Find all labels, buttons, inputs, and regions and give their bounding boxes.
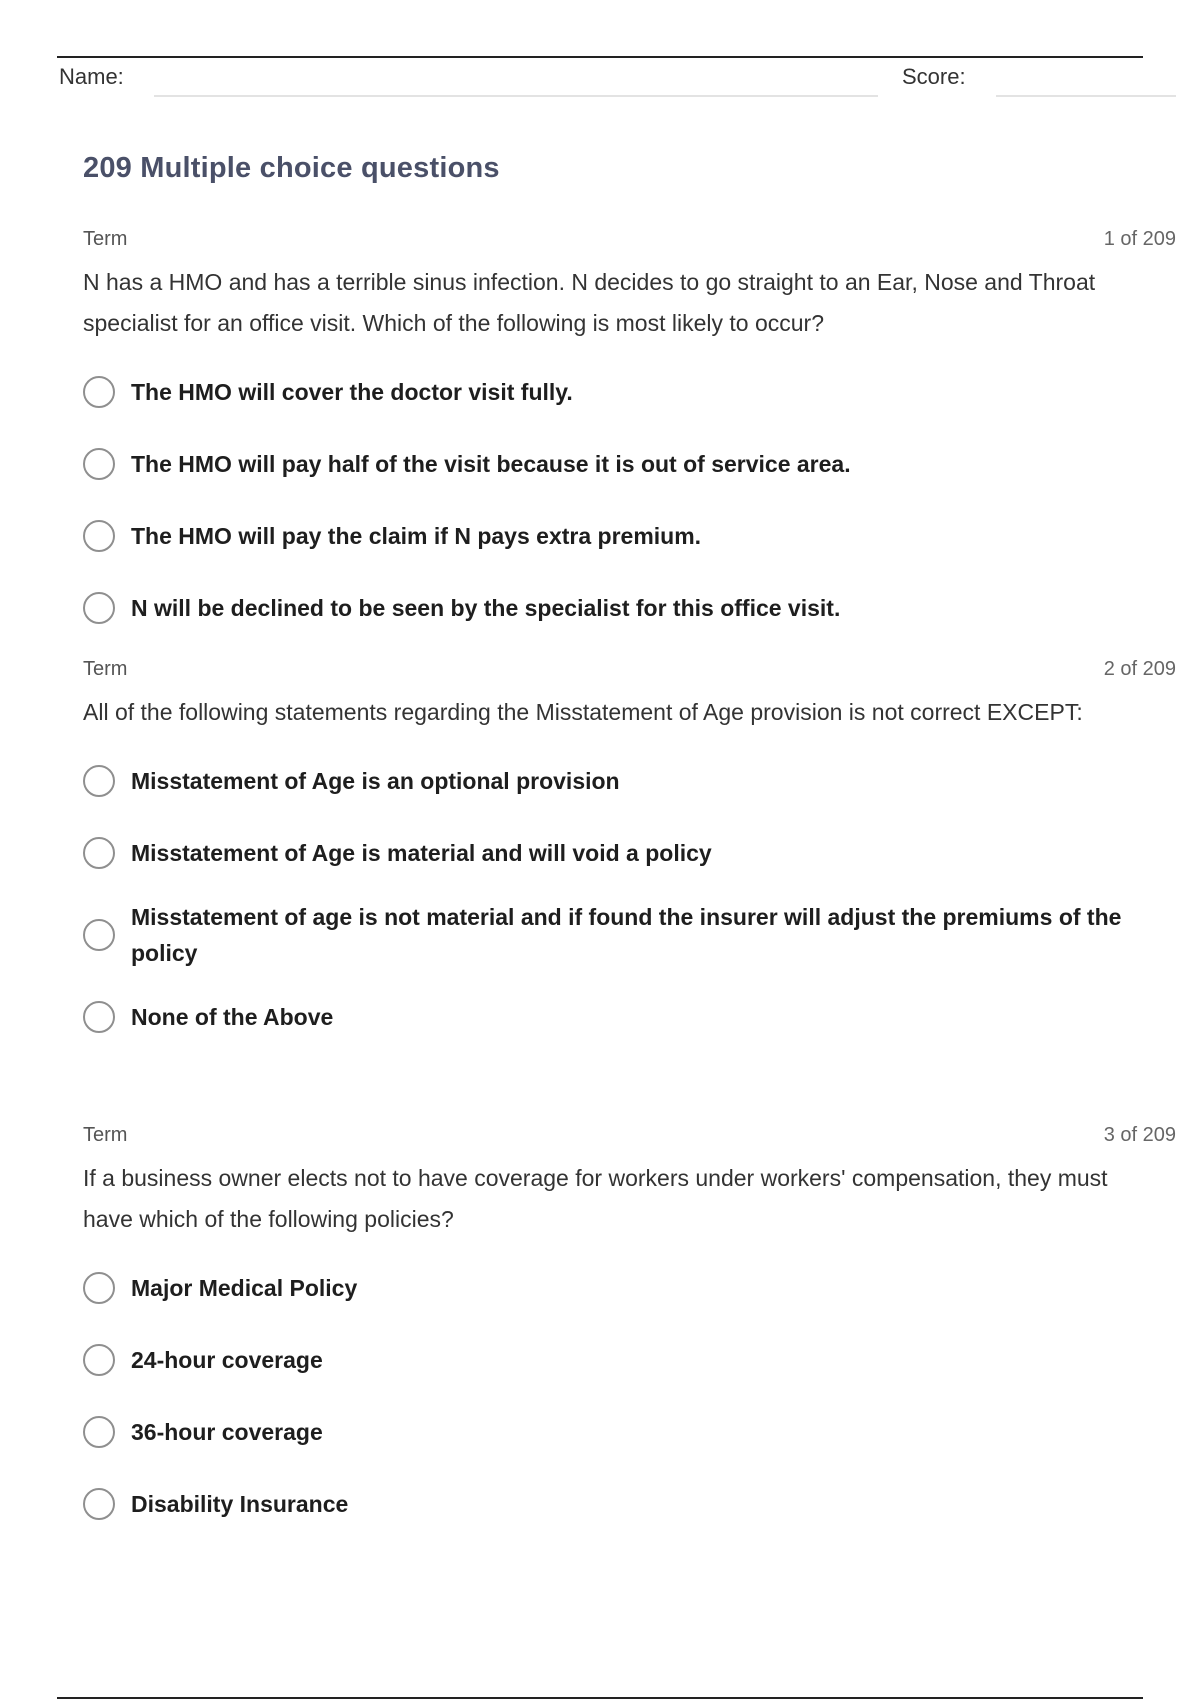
radio-button[interactable] xyxy=(83,448,115,480)
answer-label: 24-hour coverage xyxy=(131,1347,323,1373)
name-field[interactable] xyxy=(154,95,878,97)
question-counter: 1 of 209 xyxy=(1103,228,1176,250)
name-label: Name: xyxy=(59,64,124,89)
radio-button[interactable] xyxy=(83,765,115,797)
term-label: Term xyxy=(83,658,128,680)
top-rule xyxy=(57,56,1143,58)
page-title: 209 Multiple choice questions xyxy=(83,152,500,184)
score-label: Score: xyxy=(902,64,966,89)
answer-label: The HMO will cover the doctor visit fully. xyxy=(131,379,573,405)
bottom-rule xyxy=(57,1697,1143,1699)
radio-button[interactable] xyxy=(83,919,115,951)
answer-label: None of the Above xyxy=(131,1004,334,1030)
answer-option[interactable] xyxy=(83,1396,1176,1468)
answer-option[interactable] xyxy=(83,428,1176,500)
question-1 xyxy=(83,228,1176,644)
radio-button[interactable] xyxy=(83,1416,115,1448)
answer-option[interactable] xyxy=(83,500,1176,572)
answer-options xyxy=(83,356,1176,644)
answer-option[interactable] xyxy=(83,745,1176,817)
radio-button[interactable] xyxy=(83,376,115,408)
score-field[interactable] xyxy=(996,95,1176,97)
answer-option[interactable] xyxy=(83,817,1176,889)
radio-button[interactable] xyxy=(83,1272,115,1304)
radio-button[interactable] xyxy=(83,837,115,869)
question-header xyxy=(83,658,1176,688)
answer-label: Disability Insurance xyxy=(131,1491,349,1517)
answer-option[interactable] xyxy=(83,356,1176,428)
term-label: Term xyxy=(83,228,128,250)
question-header xyxy=(83,1124,1176,1154)
radio-button[interactable] xyxy=(83,1344,115,1376)
answer-options xyxy=(83,1252,1176,1540)
answer-label: N will be declined to be seen by the specialist for this office visit. xyxy=(131,595,841,621)
answer-option[interactable] xyxy=(83,1252,1176,1324)
answer-label: Major Medical Policy xyxy=(131,1275,358,1301)
radio-button[interactable] xyxy=(83,1001,115,1033)
answer-label: Misstatement of Age is material and will void a policy xyxy=(131,840,712,866)
answer-label: Misstatement of age is not material and if found the insurer will adjust the premiums of the policy xyxy=(131,904,1122,966)
question-text: N has a HMO and has a terrible sinus infection. N decides to go straight to an Ear, Nose and Throat specialist for an office visit. Which of the following is most likely to occur? xyxy=(83,269,1096,336)
answer-option[interactable] xyxy=(83,887,1176,983)
answer-option[interactable] xyxy=(83,1324,1176,1396)
answer-label: Misstatement of Age is an optional provision xyxy=(131,768,620,794)
answer-label: 36-hour coverage xyxy=(131,1419,323,1445)
question-text: If a business owner elects not to have coverage for workers under workers' compensation, they must have which of the following policies? xyxy=(83,1165,1108,1232)
question-header xyxy=(83,228,1176,258)
radio-button[interactable] xyxy=(83,592,115,624)
answer-options xyxy=(83,745,1176,1053)
term-label: Term xyxy=(83,1124,128,1146)
question-text: All of the following statements regarding the Misstatement of Age provision is not correct EXCEPT: xyxy=(83,699,1083,725)
question-2 xyxy=(83,658,1176,1053)
question-3 xyxy=(83,1124,1176,1540)
answer-option[interactable] xyxy=(83,1468,1176,1540)
question-counter: 2 of 209 xyxy=(1103,658,1176,680)
answer-option[interactable] xyxy=(83,981,1176,1053)
radio-button[interactable] xyxy=(83,1488,115,1520)
question-counter: 3 of 209 xyxy=(1103,1124,1176,1146)
answer-option[interactable] xyxy=(83,572,1176,644)
answer-label: The HMO will pay the claim if N pays extra premium. xyxy=(131,523,702,549)
radio-button[interactable] xyxy=(83,520,115,552)
answer-label: The HMO will pay half of the visit because it is out of service area. xyxy=(131,451,851,477)
